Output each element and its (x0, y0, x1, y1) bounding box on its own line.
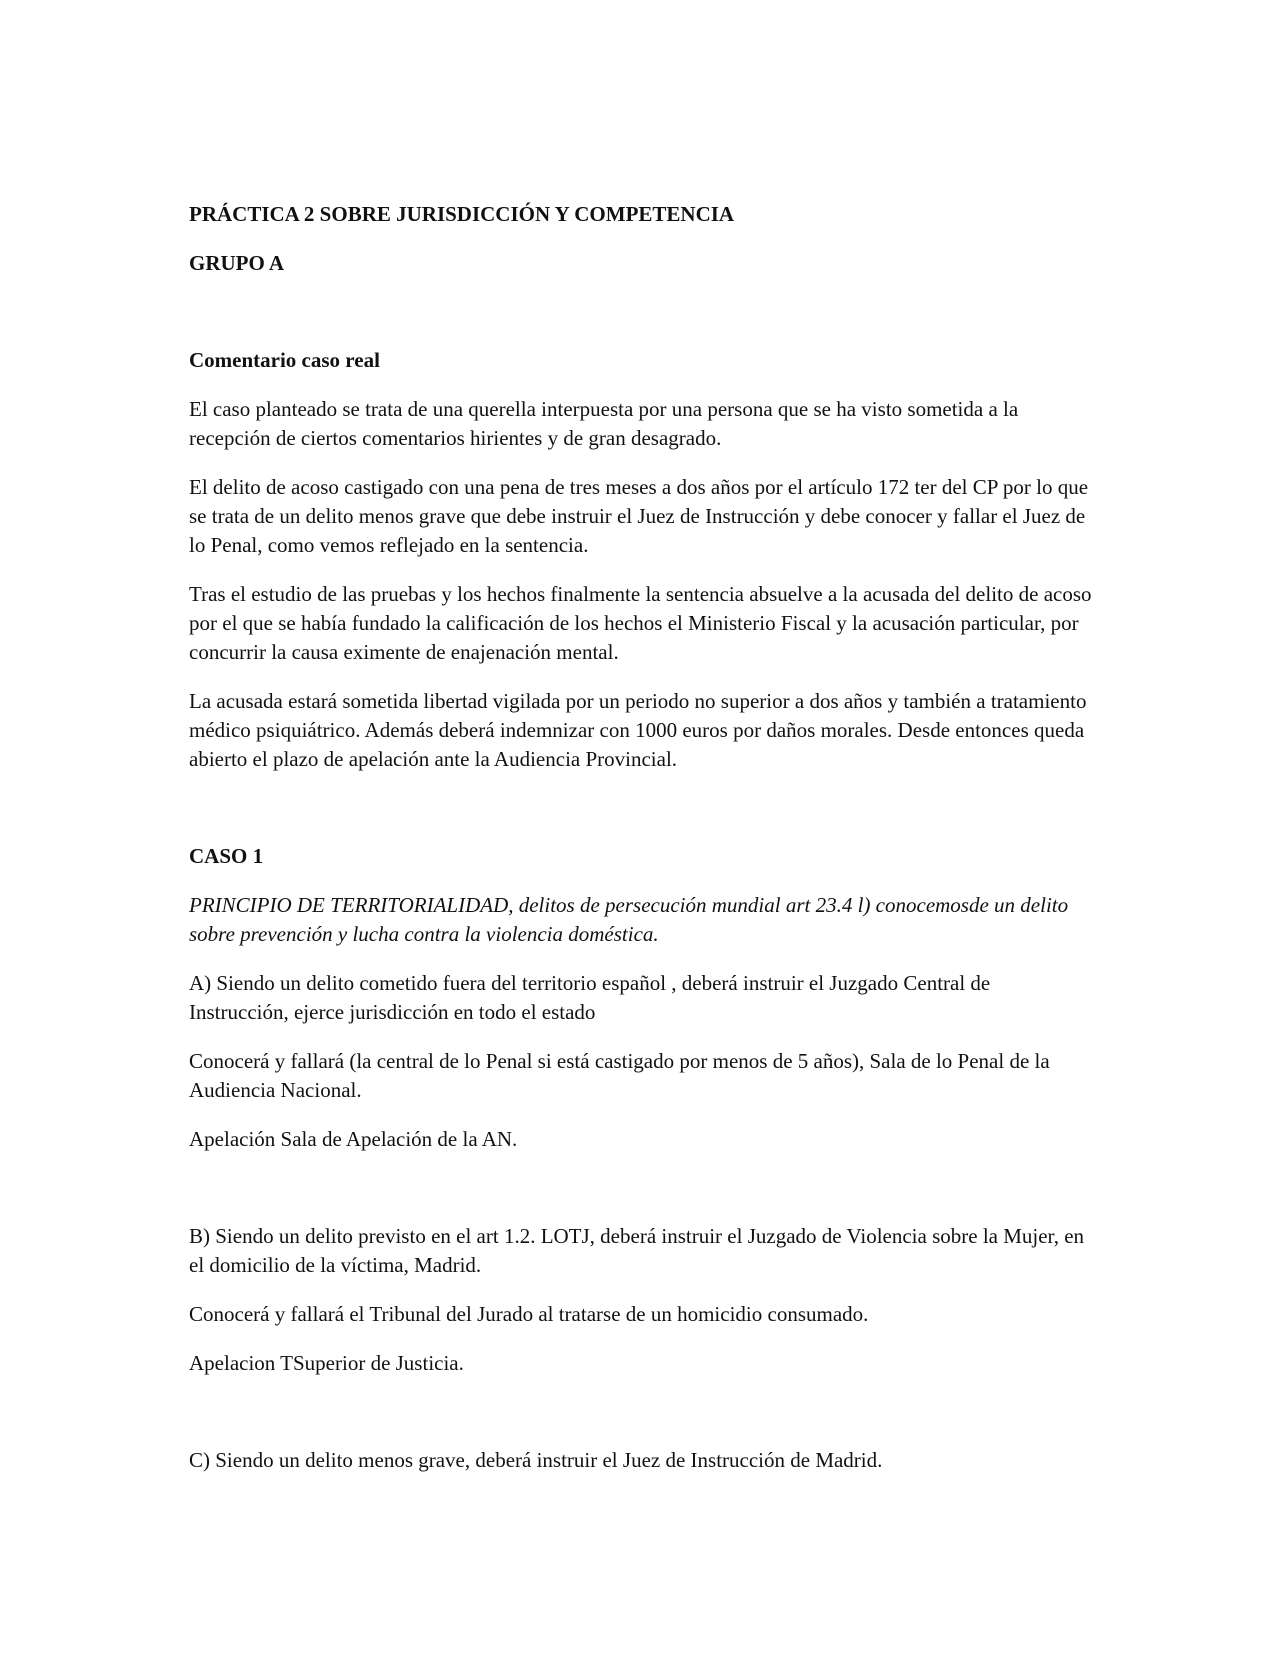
case1-a-judge: Conocerá y fallará (la central de lo Penal si está castigado por menos de 5 años), Sala de lo Penal de la Audiencia Nacional. (189, 1049, 1050, 1102)
case1-c-instruct: C) Siendo un delito menos grave, deberá instruir el Juez de Instrucción de Madrid. (189, 1448, 883, 1472)
comment-paragraph: Tras el estudio de las pruebas y los hechos finalmente la sentencia absuelve a la acusada del delito de acoso por el que se había fundado la calificación de los hechos el Ministerio Fiscal y la acusación particular, por concurrir la causa eximente de enajenación mental. (189, 582, 1092, 664)
case1-heading: CASO 1 (189, 844, 264, 868)
case1-a-instruct: A) Siendo un delito cometido fuera del territorio español , deberá instruir el Juzgado Central de Instrucción, ejerce jurisdicción en todo el estado (189, 971, 991, 1024)
comment-paragraph: La acusada estará sometida libertad vigilada por un periodo no superior a dos años y también a tratamiento médico psiquiátrico. Además deberá indemnizar con 1000 euros por daños morales. Desde entonces queda abierto el plazo de apelación ante la Audiencia Provincial. (189, 689, 1087, 771)
case1-a-appeal: Apelación Sala de Apelación de la AN. (189, 1127, 518, 1151)
comment-paragraph: El caso planteado se trata de una querella interpuesta por una persona que se ha visto sometida a la recepción de ciertos comentarios hirientes y de gran desagrado. (189, 397, 1019, 450)
case1-principle: PRINCIPIO DE TERRITORIALIDAD, delitos de persecución mundial art 23.4 l) conocemosde un delito sobre prevención y lucha contra la violencia doméstica. (189, 893, 1069, 946)
case1-b-appeal: Apelacion TSuperior de Justicia. (189, 1351, 464, 1375)
comment-heading: Comentario caso real (189, 348, 380, 372)
group-label: GRUPO A (189, 251, 285, 275)
document-body (189, 200, 1094, 1495)
comment-paragraph: El delito de acoso castigado con una pena de tres meses a dos años por el artículo 172 ter del CP por lo que se trata de un delito menos grave que debe instruir el Juez de Instrucción y debe conocer y fallar el Juez de lo Penal, como vemos reflejado en la sentencia. (189, 475, 1089, 557)
case1-b-judge: Conocerá y fallará el Tribunal del Jurado al tratarse de un homicidio consumado. (189, 1302, 869, 1326)
document-title: PRÁCTICA 2 SOBRE JURISDICCIÓN Y COMPETENCIA (189, 202, 735, 226)
case1-b-instruct: B) Siendo un delito previsto en el art 1.2. LOTJ, deberá instruir el Juzgado de Violencia sobre la Mujer, en el domicilio de la víctima, Madrid. (189, 1224, 1085, 1277)
